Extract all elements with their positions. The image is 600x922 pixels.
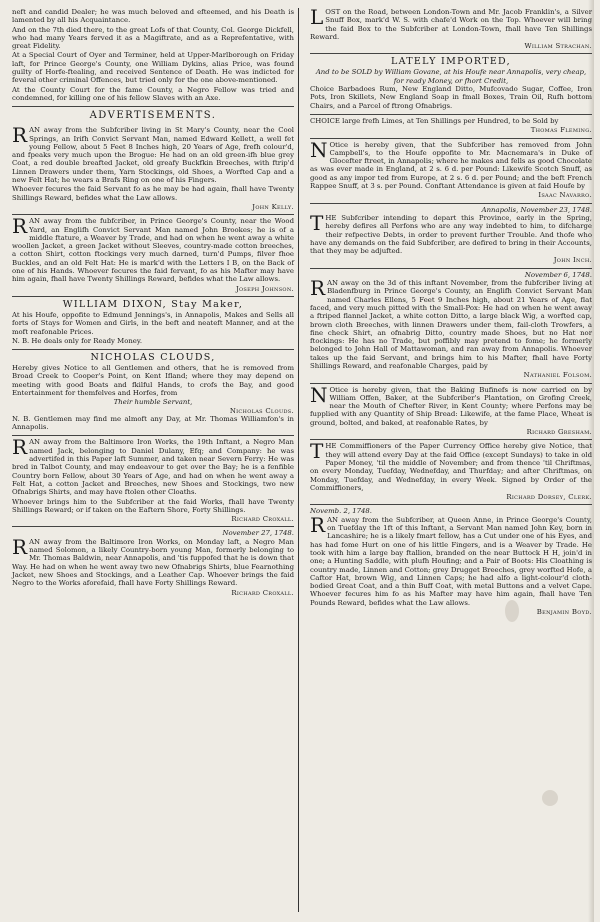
ad-signature: John Inch. <box>553 256 592 265</box>
ad-text: At his Houfe, oppofite to Edmund Jennings's, in Annapolis, Makes and Sells all forts of Stays for Women and Girls, in the beft and neateft Manner, and at the moft reafonable Prices. <box>12 310 294 336</box>
drop-cap: R <box>12 214 28 239</box>
drop-cap: R <box>310 512 326 537</box>
ad-text: OST on the Road, between London-Town and Mr. Jacob Franklin's, a Silver Snuff Box, mark'd W. S. with chafe'd Work on the Top. Whoever will bring the faid Box to the Subfcriber at London-Town, fhall have Ten Shillings Reward. <box>310 8 592 41</box>
left-column <box>12 6 294 600</box>
ad-text: Choice Barbadoes Rum, New England Ditto, Mufcovado Sugar, Coffee, Iron Pots, Iron Skillets, New England Soap in fmall Boxes, Train Oil, Rufh bottom Chairs, and a Parcel of ftrong Ofnabrigs. <box>310 85 592 110</box>
ad-text: Otice is hereby given, that the Subfcriber has removed from John Campbell's, to the Houfe oppofite to Mr. Macnemara's in Duke of Glocefter ftreet, in Annapolis; where he makes and fells as good Chocolate as was ever made in England, at 2 s. 6 d. per Pound: Likewife Scotch Snuff, as good as any impor ted from Europe, at 2 s. 6 d. per Pound; and the beft French Rappee Snuff, at 3 s. per Pound. Conftant Attendance is given at faid Houfe by <box>310 140 592 191</box>
ad-text: AN away from the fubfcriber, in Prince George's County, near the Wood Yard, an Englifh Convict Servant Man named John Brookes; he is of a middle ftature, a Weaver by Trade, and had on when he went away a white woollen Jacket, a green Jacket without Sleeves, country-made cotton breeches, a cotton Shirt, cotton ftockings very much darned, turn'd Pumps, filver fhoe Buckles, and an old Felt Hat: He is mark'd with the Letters I B, on the Back of one of his Hands. Whoever fecures the faid fervant, fo as his Mafter may have him again, fhall have Twenty Shillings Reward, befides what the Law allows. <box>12 217 294 284</box>
runaway-ad-kellett <box>12 124 294 215</box>
ad-reward: Whoever fecures the faid Servant fo as he may be had again, fhall have Twenty Shillings Reward, befides what the Law allows. <box>12 185 294 202</box>
ad-date: Annapolis, November 23, 1748. <box>481 205 592 214</box>
ad-signature: Isaac Navarro. <box>538 191 592 200</box>
ad-signature: Nicholas Clouds. <box>229 406 294 415</box>
runaway-ad-ellens <box>310 269 592 384</box>
ad-nb: N. B. Gentlemen may find me almoft any Day, at Mr. Thomas Williamfon's in Annapolis. <box>12 414 294 432</box>
imported-goods-ad <box>310 54 592 114</box>
baking-notice <box>310 384 592 441</box>
news-section <box>12 6 294 107</box>
ad-text: AN away from the Baltimore Iron Works, on Monday laft, a Negro Man named Solomon, a likely Country-born young Man, formerly belonging to Mr. Thomas Baldwin, near Annapolis, and 'tis fuppofed that he is down that Way. He had on when he went away two new Ofnabrigs Shirts, blue Fearnothing Jacket, new Shoes and Stockings, and a Leather Cap. Whoever brings the faid Negro to the Works aforefaid, fhall have Forty Shillings Reward. <box>12 537 294 588</box>
drop-cap: N <box>310 382 328 407</box>
drop-cap: R <box>12 435 28 460</box>
runaway-ad-jack <box>12 436 294 527</box>
runaway-ad-brookes <box>12 215 294 297</box>
ferry-ad <box>12 350 294 436</box>
ad-text: HE Subfcriber intending to depart this Province, early in the Spring, hereby defires all Perfons who are any way indebted to him, to difcharge their refpective Debts, in order to prevent further Trouble. And thofe who have any demands on the faid Subfcriber, are defired to bring in their Accounts, that they may be adjufted. <box>310 213 592 256</box>
runaway-ad-solomon <box>12 527 294 599</box>
staymaker-ad <box>12 297 294 350</box>
drop-cap: T <box>310 439 324 464</box>
ad-date: November 6, 1748. <box>524 270 592 279</box>
ad-text: AN away from the Subfcriber, at Queen Anne, in Prince George's County, on Tuefday the 1ft of this Inftant, a Servant Man named John Key, born in Lancashire; he is a likely fmart fellow, has a Cut under one of his Eyes, and has had fome Hurt on one of his little Fingers, and is a Weaver by Trade. He took with him a large bay ftallion, branded on the near Buttock H H, join'd in one; a Hunting Saddle, with plufh Houfing; and a Pair of Boots: His Cloathing is country made, Linnen and Cotton; grey Drugget Breeches, grey worfted Hofe, a Caftor Hat, brown Wig, and Linnen Caps; he had alfo a light-colour'd cloth-bodied Great Coat, and a thin Buff Coat, with metal Buttons and a velvet Cape. Whoever fecures him fo as his Mafter may have him again, fhall have Ten Pounds Reward, befides what the Law allows. <box>310 515 592 607</box>
ad-text: HE Commiffioners of the Paper Currency Office hereby give Notice, that they will attend every Day at the faid Office (except Sundays) to take in old Paper Money, 'til the middle of November; and from thence 'til Chriftmas, on every Monday, Tuefday, Wednefday, and Thurfday; and after Chriftmas, on Monday, Tuefday, and Wednefday, in every Week. Signed by Order of the Commiffioners, <box>310 442 592 492</box>
ad-text: AN away from the Baltimore Iron Works, the 19th Inftant, a Negro Man named Jack, belonging to Daniel Dulany, Efq; and Company: he was advertifed in this Paper laft Summer, and taken near Severn Ferry: He was bred in Talbot County, and may endeavour to get over the Bay; he is a fenfible Country born Fellow, about 30 Years of Age, and had on when he went away a Felt Hat, a cotton Jacket and Breeches, new Shoes and Stockings, two new Ofnabrigs Shirts, and may have ftolen other Cloaths. <box>12 438 294 497</box>
drop-cap: R <box>12 534 28 559</box>
ad-signature: Richard Dorsey, Clerk. <box>506 493 592 502</box>
ad-signature: Nathaniel Folsom. <box>523 371 592 380</box>
ad-signature: Joseph Johnson. <box>235 284 294 293</box>
drop-cap: R <box>12 123 28 148</box>
chocolate-ad <box>310 139 592 204</box>
right-column <box>310 6 592 619</box>
ad-signature: Richard Croxall. <box>231 515 294 524</box>
ad-closing: Their humble Servant, <box>113 398 193 407</box>
ad-reward: Whoever brings him to the Subfcriber at the faid Works, fhall have Twenty Shillings Reward; or if taken on the Eaftern Shore, Forty Shillings. <box>12 497 294 514</box>
ink-blot <box>542 790 558 806</box>
advertisements-heading: ADVERTISEMENTS. <box>89 110 217 122</box>
ad-title: WILLIAM DIXON, Stay Maker, <box>62 298 244 310</box>
news-paragraph: At a Special Court of Oyer and Terminer, held at Upper-Marlborough on Friday laft, for Prince George's County, one William Dykins, alias Price, was found guilty of Horfe-ftealing, and received Sentence of Death. He was indicted for feveral other criminal Offences, but tried only for the one above-mentioned. <box>12 51 294 85</box>
runaway-ad-key <box>310 505 592 619</box>
ad-date: November 27, 1748. <box>222 529 294 538</box>
ad-nb: N. B. He deals only for Ready Money. <box>12 336 143 345</box>
departure-notice <box>310 204 592 269</box>
ad-signature: Benjamin Boyd. <box>536 608 592 616</box>
ad-signature: Richard Gresham. <box>526 428 592 437</box>
ad-signature: John Kelly. <box>252 202 294 211</box>
drop-cap: R <box>310 276 326 301</box>
news-paragraph: neft and candid Dealer; he was much beloved and efteemed, and his Death is lamented by all his Acquaintance. <box>12 8 294 25</box>
ad-signature: William Strachan. <box>524 42 592 51</box>
ad-text: Hereby gives Notice to all Gentlemen and others, that he is removed from Broad Creek to Cooper's Point, on Kent Ifland; where they may depend on meeting with good Boats and fkilful Hands, to crofs the Bay, and good Entertainment for themfelves and Horfes, from <box>12 364 294 397</box>
ad-text: CHOICE large frefh Limes, at Ten Shillings per Hundred, to be Sold by <box>310 116 559 125</box>
ad-title: LATELY IMPORTED, <box>391 56 511 68</box>
ad-subtitle: And to be SOLD by William Govane, at his Houfe near Annapolis, very cheap, for ready Money, or fhort Credit, <box>315 68 587 85</box>
drop-cap: L <box>310 5 324 29</box>
ad-text: AN away on the 3d of this inftant November, from the fubfcriber living at Bladenfburg in Prince George's County, an Englifh Convict Servant Man named Charles Ellens, 5 Feet 9 Inches high, about 21 Years of Age, flat faced, and very much pitted with the Small-Pox: He had on when he went away a ftriped flannel Jacket, a white cotton Ditto, a large black Wig, a worfted cap, brown cloth Breeches, with linnen Drawers under them, fail-cloth Trowfers, a fine check Shirt, an ofnabrig Ditto, country made Shoes, but no Hat nor ftockings: He has no Trade, but poffibly may pretend to fome; he formerly belonged to John Hall of Mattawoman, and ran away from Annapolis. Whoever takes up the faid Servant, and brings him to his Mafter, fhall have Forty Shillings Reward, and reafonable Charges, paid by <box>310 279 592 370</box>
drop-cap: T <box>310 210 324 235</box>
news-paragraph: At the County Court for the fame County, a Negro Fellow was tried and condemned, for killing one of his fellow Slaves with an Axe. <box>12 85 294 102</box>
ad-signature: Richard Croxall. <box>231 588 294 597</box>
ad-title: NICHOLAS CLOUDS, <box>90 352 216 364</box>
limes-ad <box>310 115 592 139</box>
paper-currency-notice <box>310 440 592 505</box>
drop-cap: N <box>310 137 328 162</box>
lost-snuffbox-ad <box>310 6 592 54</box>
news-paragraph: And on the 7th died there, to the great Lofs of that County, Col. George Dickfell, who had many Years ferved it as a Magiftrate, and as a Reprefentative, with great Fidelity. <box>12 25 294 51</box>
ad-signature: Thomas Fleming. <box>530 126 592 135</box>
ad-date: Novemb. 2, 1748. <box>310 507 372 516</box>
column-divider <box>298 8 299 912</box>
ad-text: Otice is hereby given, that the Baking Bufinefs is now carried on by William Offen, Baker, at the Subfcriber's Plantation, on Grofing Creek, near the Mouth of Chefter River, in Kent County; where Perfons may be fupplied with any Quantity of Ship Bread: Likewife, at the fame Place, Wheat is ground, bolted, and baked, at reafonable Rates, by <box>310 385 592 427</box>
ad-text: AN away from the Subfcriber living in St Mary's County, near the Cool Springs, an Irifh Convict Servant Man, named Edward Kellett, a well fet young Fellow, about 5 Feet 8 Inches high, 20 Years of Age, frefh colour'd, and fpeaks very much upon the Brogue: He had on an old green-ifh blue grey Coat, a red double breafted Jacket, old greafy Buckfkin Breeches, with ftrip'd Linnen Drawers under them, Yarn Stockings, old Shoes, a Worfted Cap and a new Felt Hat; he wears a Brafs Ring on one of his Fingers. <box>12 126 294 185</box>
